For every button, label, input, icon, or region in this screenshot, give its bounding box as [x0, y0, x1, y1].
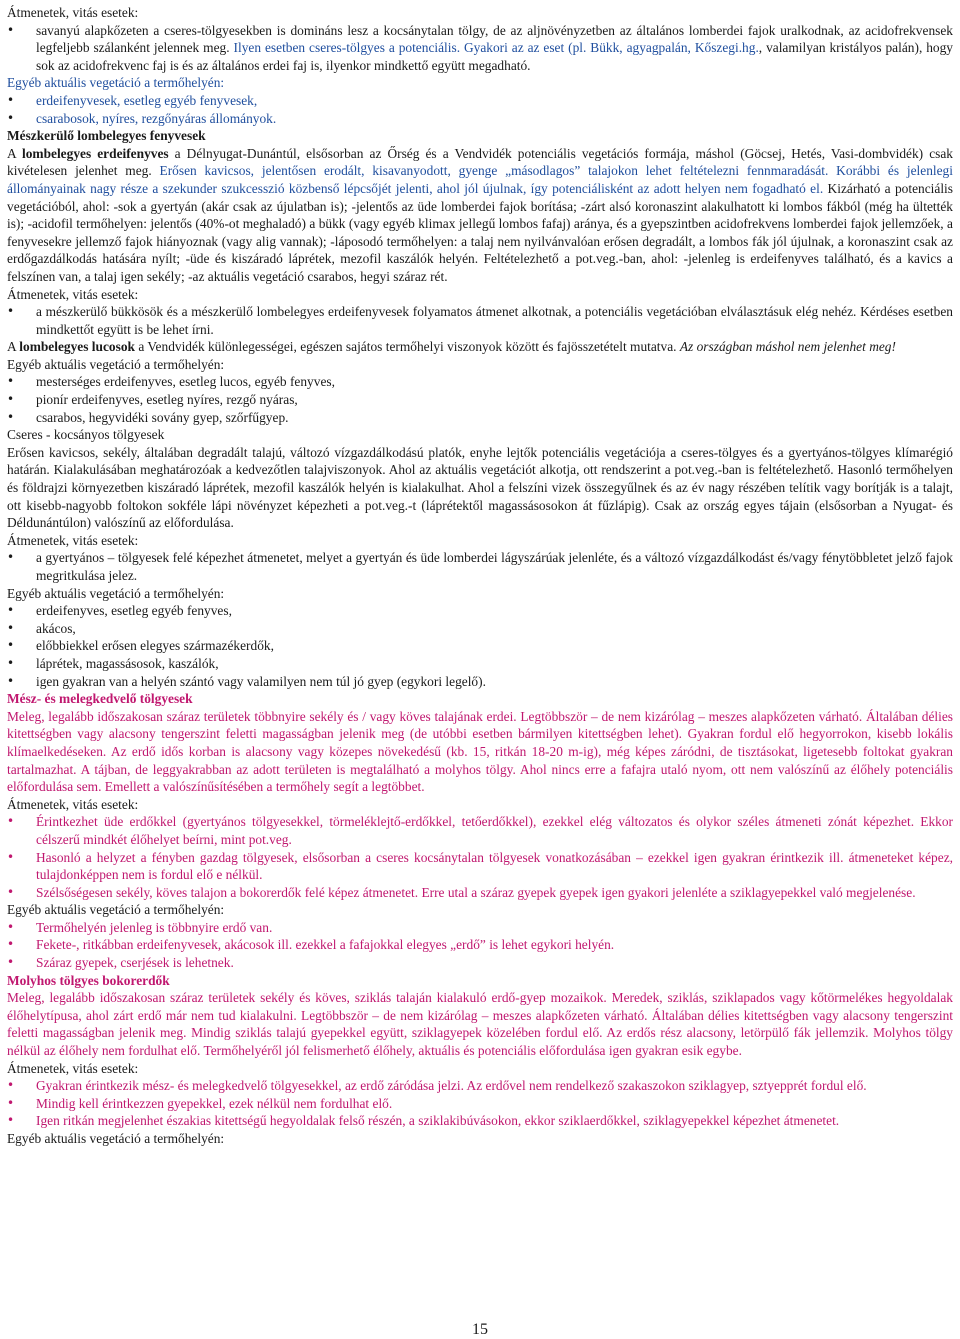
section-title-meszkerulo: Mészkerülő lombelegyes fenyvesek: [7, 128, 206, 144]
intro-transition-text: savanyú alapkőzeten a cseres-tölgyesekben is domináns lesz a kocsánytalan tölgy, de az aljnövényzetben az általános lomberdei fajok uralkodnak, az acidofrekvensek legfeljebb szálanként jelennek meg.: [36, 22, 953, 56]
section-title-meszes: Mész- és melegkedvelő tölgyesek: [7, 691, 193, 707]
intro-transitions-heading: Átmenetek, vitás esetek:: [7, 5, 139, 20]
meszkerulo-p2-start: A: [7, 339, 20, 355]
meszkerulo-other-item: • csarabos, hegyvidéki sovány gyep, szőrfűgyep.: [7, 409, 953, 427]
meszkerulo-other-heading: Egyéb aktuális vegetáció a termőhelyén:: [7, 356, 225, 372]
cseres-other-item: • erdeifenyves, esetleg egyéb fenyves,: [7, 602, 953, 620]
cseres-transition-item: • a gyertyános – tölgyesek felé képezhet átmenetet, melyet a gyertyán és üde lomberdei lágyszárúak jelenléte, és a változó vízgazdálkodást és/vagy fénytöbbletet jelző fajok megritkulása jelez.: [7, 549, 953, 584]
intro-transition-item: [7, 22, 953, 75]
cseres-other-item: • láprétek, magassásosok, kaszálók,: [7, 655, 953, 673]
meszkerulo-transitions-heading: Átmenetek, vitás esetek:: [7, 286, 139, 302]
cseres-other-heading: Egyéb aktuális vegetáció a termőhelyén:: [7, 585, 225, 601]
cseres-other-list: [7, 602, 953, 690]
molyhos-transitions-list: [7, 1077, 953, 1130]
meszkerulo-p1-mid: a Délnyugat-Dunántúl, elsősorban az Őrség és a Vendvidék potenciális vegetációs formája, máshol (Göcsej, Hetés, Vasi-dombvidék) csak kivételesen jelenhet meg.: [7, 145, 953, 179]
document-page: [7, 4, 953, 1148]
intro-transition-tail-text: , valamilyan kristályos palán), hogy sok az acidofrekvenc faj is és az általános erdei faj is, ilyenkor mindkettő együtt megadható.: [36, 40, 953, 73]
molyhos-transitions-heading: Átmenetek, vitás esetek:: [7, 1060, 139, 1076]
meszkerulo-p2-italic: Az országban máshol nem jelenhet meg!: [679, 339, 896, 355]
meszkerulo-other-item: • pionír erdeifenyves, esetleg nyíres, rezgő nyáras,: [7, 391, 953, 409]
meszkerulo-paragraph-1: [7, 145, 953, 286]
meszkerulo-p1-bold: lombelegyes erdeifenyves: [22, 145, 169, 161]
meszkerulo-transition-item: • a mészkerülő bükkösök és a mészkerülő lombelegyes erdeifenyvesek folyamatos átmenet alkotnak, a potenciális vegetációban elválasztásuk elég nehéz. Kérdéses esetben mindkettőt együtt is be lehet írni.: [7, 303, 953, 338]
meszes-transition-item: • Érintkezhet üde erdőkkel (gyertyános tölgyesekkel, törmeléklejtő-erdőkkel, tetőerdőkkel), ezekkel elég változatos és olykor széles átmeneti zónát képezhet. Ekkor célszerű mindkét élőhelyet beírni, mint pot.veg.: [7, 813, 953, 848]
intro-transitions-list: [7, 22, 953, 75]
cseres-transitions-list: [7, 549, 953, 584]
meszkerulo-p1-end: Kizárható a potenciális vegetációból, ahol: -sok a gyertyán (akár csak az újulatban is); -jelentős az üde lomberdei fajok borítása; -zárt alsó koronaszint alakulhatott ki lombos fákból (még ha ültették is); -acidofil termőhelyen: jelentős (40%-ot meghaladó) a bükk (vagy egyéb klimax jellegű lombos fafaj) aránya, és a gyepszintben acidofrekvens lomberdei fajok jellemzőek, a fenyvesekre jellemző fajok hiányoznak (vagy alig vannak); -láposodó termőhelyen: a talaj nem nyilvánvalóan erősen degradált, a lombos fák jól újulnak, a koronaszint csak az erdőgazdálkodás hatására nyílt; -üde és kiszáradó láprétek, mezofil kaszálók helyén. Feltételezhető a pot.veg.-ban, ahol: -jelenleg is erdeifenyves található, és a kavics a felszínen van, a talaj igen sekély; -az aktuális vegetáció csarabos, hegyi száraz rét.: [7, 180, 953, 284]
molyhos-transition-item: • Mindig kell érintkezzen gyepekkel, ezek nélkül nem fordulhat elő.: [7, 1095, 953, 1113]
intro-other-list: [7, 92, 953, 127]
meszes-other-heading: Egyéb aktuális vegetáció a termőhelyén:: [7, 902, 225, 918]
meszkerulo-other-list: [7, 373, 953, 426]
molyhos-transition-item: • Gyakran érintkezik mész- és melegkedvelő tölgyesekkel, az erdő záródása jelzi. Az erdővel nem rendelkező szakaszokon sziklagyep, sztyepprét fordul elő.: [7, 1077, 953, 1095]
meszkerulo-p2-bold: lombelegyes lucosok: [19, 339, 135, 355]
meszes-transition-item: • Hasonló a helyzet a fényben gazdag tölgyesek, elsősorban a cseres kocsánytalan tölgyesek vonatkozásában – ezekkel igen gyakran érintkezik ill. átmeneteket képez, tulajdonképpen nem is fordul elő e nélkül.: [7, 849, 953, 884]
page-number: 15: [472, 1321, 488, 1338]
meszes-other-list: [7, 919, 953, 972]
meszkerulo-p1-start: A: [7, 145, 22, 161]
meszes-other-item: • Száraz gyepek, cserjések is lehetnek.: [7, 954, 953, 972]
cseres-transitions-heading: Átmenetek, vitás esetek:: [7, 532, 139, 548]
cseres-other-item: • akácos,: [7, 620, 953, 638]
meszes-other-item: • Termőhelyén jelenleg is többnyire erdő van.: [7, 919, 953, 937]
meszes-transitions-heading: Átmenetek, vitás esetek:: [7, 796, 139, 812]
meszkerulo-paragraph-2: [7, 338, 953, 356]
intro-other-heading: Egyéb aktuális vegetáció a termőhelyén:: [7, 75, 225, 91]
molyhos-transition-item: • Igen ritkán megjelenhet északias kitettségű hegyoldalak felső részén, a sziklakibúvásokon, ekkor sziklaerdőkkel, sziklagyepekkel képezhet átmenetet.: [7, 1112, 953, 1130]
meszes-transition-item: • Szélsőségesen sekély, köves talajon a bokorerdők felé képez átmenetet. Erre utal a száraz gyepek gyepek igen gyakori jelenléte a sziklagyepekkel való megjelenése.: [7, 884, 953, 902]
meszkerulo-p1-blue: Erősen kavicsos, jelentősen erodált, kisavanyodott, gyenge „másodlagos” talajokon lehet feltételezni fennmaradását. Korábbi és jelenlegi állományainak nagy része a szekunder szukcesszió közbenső lépcsőjét jelenti, ahol jól újulnak, így potenciálisként az adott helyen nem fogadható el.: [7, 163, 953, 196]
intro-other-item: • csarabosok, nyíres, rezgőnyáras állományok.: [7, 110, 953, 128]
molyhos-other-heading: Egyéb aktuális vegetáció a termőhelyén:: [7, 1131, 225, 1146]
section-title-cseres: Cseres - kocsányos tölgyesek: [7, 427, 165, 443]
meszkerulo-transitions-list: [7, 303, 953, 338]
intro-other-item: • erdeifenyvesek, esetleg egyéb fenyvesek,: [7, 92, 953, 110]
section-title-molyhos: Molyhos tölgyes bokorerdők: [7, 972, 170, 988]
meszkerulo-other-item: • mesterséges erdeifenyves, esetleg lucos, egyéb fenyves,: [7, 373, 953, 391]
intro-transition-blue-text: Ilyen esetben cseres-tölgyes a potenciális. Gyakori az az eset (pl. Bükk, agyagpalán, Kőszegi.hg.: [233, 40, 759, 56]
cseres-other-item: • igen gyakran van a helyén szántó vagy valamilyen nem túl jó gyep (egykori legelő).: [7, 673, 953, 691]
cseres-other-item: • előbbiekkel erősen elegyes származékerdők,: [7, 637, 953, 655]
meszes-other-item: • Fekete-, ritkábban erdeifenyvesek, akácosok ill. ezekkel a fafajokkal elegyes „erdő” is lehet egykori helyén.: [7, 936, 953, 954]
molyhos-paragraph-1: Meleg, legalább időszakosan száraz területek sekély és köves, sziklás talaján kialakuló erdő-gyep mozaikok. Meredek, sziklás, sziklapados vagy kőtörmelékes hegyoldalak élőhelytípusa, ahol zárt erdő már nem tud kialakulni. Legtöbbször – de nem kizárólag – meszes alapkőzeten várható. Általában délies kitettségben vagy alacsony tengerszint feletti magasságban jelenik meg. Mindig sziklás talajú gyepekkel együtt, sziklagyepek közelében fordul elő. Az erdős rész alacsony, letörpülő fák jellemzik. Molyhos tölgy nélkül az élőhely nem fordulhat elő. Termőhelyéről jól felismerhető élőhely, aktuális és potenciális előfordulása igen gyakran esik egybe.: [7, 990, 953, 1059]
meszes-paragraph-1: Meleg, legalább időszakosan száraz területek többnyire sekély és / vagy köves talajának erdei. Legtöbbször – de nem kizárólag – meszes alapkőzeten várható. Általában délies kitettségben vagy alacsony tengerszint feletti magasságban jelenik meg (de utóbbi esetben bármilyen kitettségben lehet). Gyakran fordul elő hegyorrokon, kisebb lokális klímaelkedéseken. Az erdő idős korban is alacsony vagy közepes növekedésű (kb. 15, ritkán 18-20 m-ig), még képes záródni, de tisztásokat, ligetesebb foltokat gyakran tartalmazhat. A tájban, de leggyakrabban az adott területen is megtalálható a molyhos tölgy. Ahol nincs erre a fafajra utaló nyom, ott nem valószínű az élőhely potenciális előfordulása sem. Emellett a valószínűsítésében a termőhely segít a legtöbbet.: [7, 708, 953, 795]
cseres-paragraph-1: Erősen kavicsos, sekély, általában degradált talajú, változó vízgazdálkodású platók, enyhe lejtők potenciális vegetációja a cseres-tölgyes és a gyertyános-tölgyes klímarégió határán. Kialakulásában meghatározóak a kedvezőtlen talajviszonyok. Ahol az aktuális vegetációt alkotja, ott rendszerint a pot.veg.-ban is feltételezhető. Hasonló termőhelyen és földrajzi környezetben kiszáradó láprétek, mezofil kaszálók helyén is kialakulhat. Ahol a felszíni vizek összegyűlnek és az év nagy részében telítik vagy borítják is a talajt, ott kisebb-nagyobb foltokon sokféle lápi növényzet képezheti a pot.veg.-t (láprétektől magassásosokon át fűzlápig). Csak az ország egyes tájain (elsősorban a Nyugat- és Déldunántúlon) valószínű az előfordulása.: [7, 444, 953, 531]
meszes-transitions-list: [7, 813, 953, 901]
meszkerulo-p2-mid: a Vendvidék különlegességei, egészen sajátos termőhelyi viszonyok között és fajösszetételt mutatva.: [134, 339, 680, 355]
